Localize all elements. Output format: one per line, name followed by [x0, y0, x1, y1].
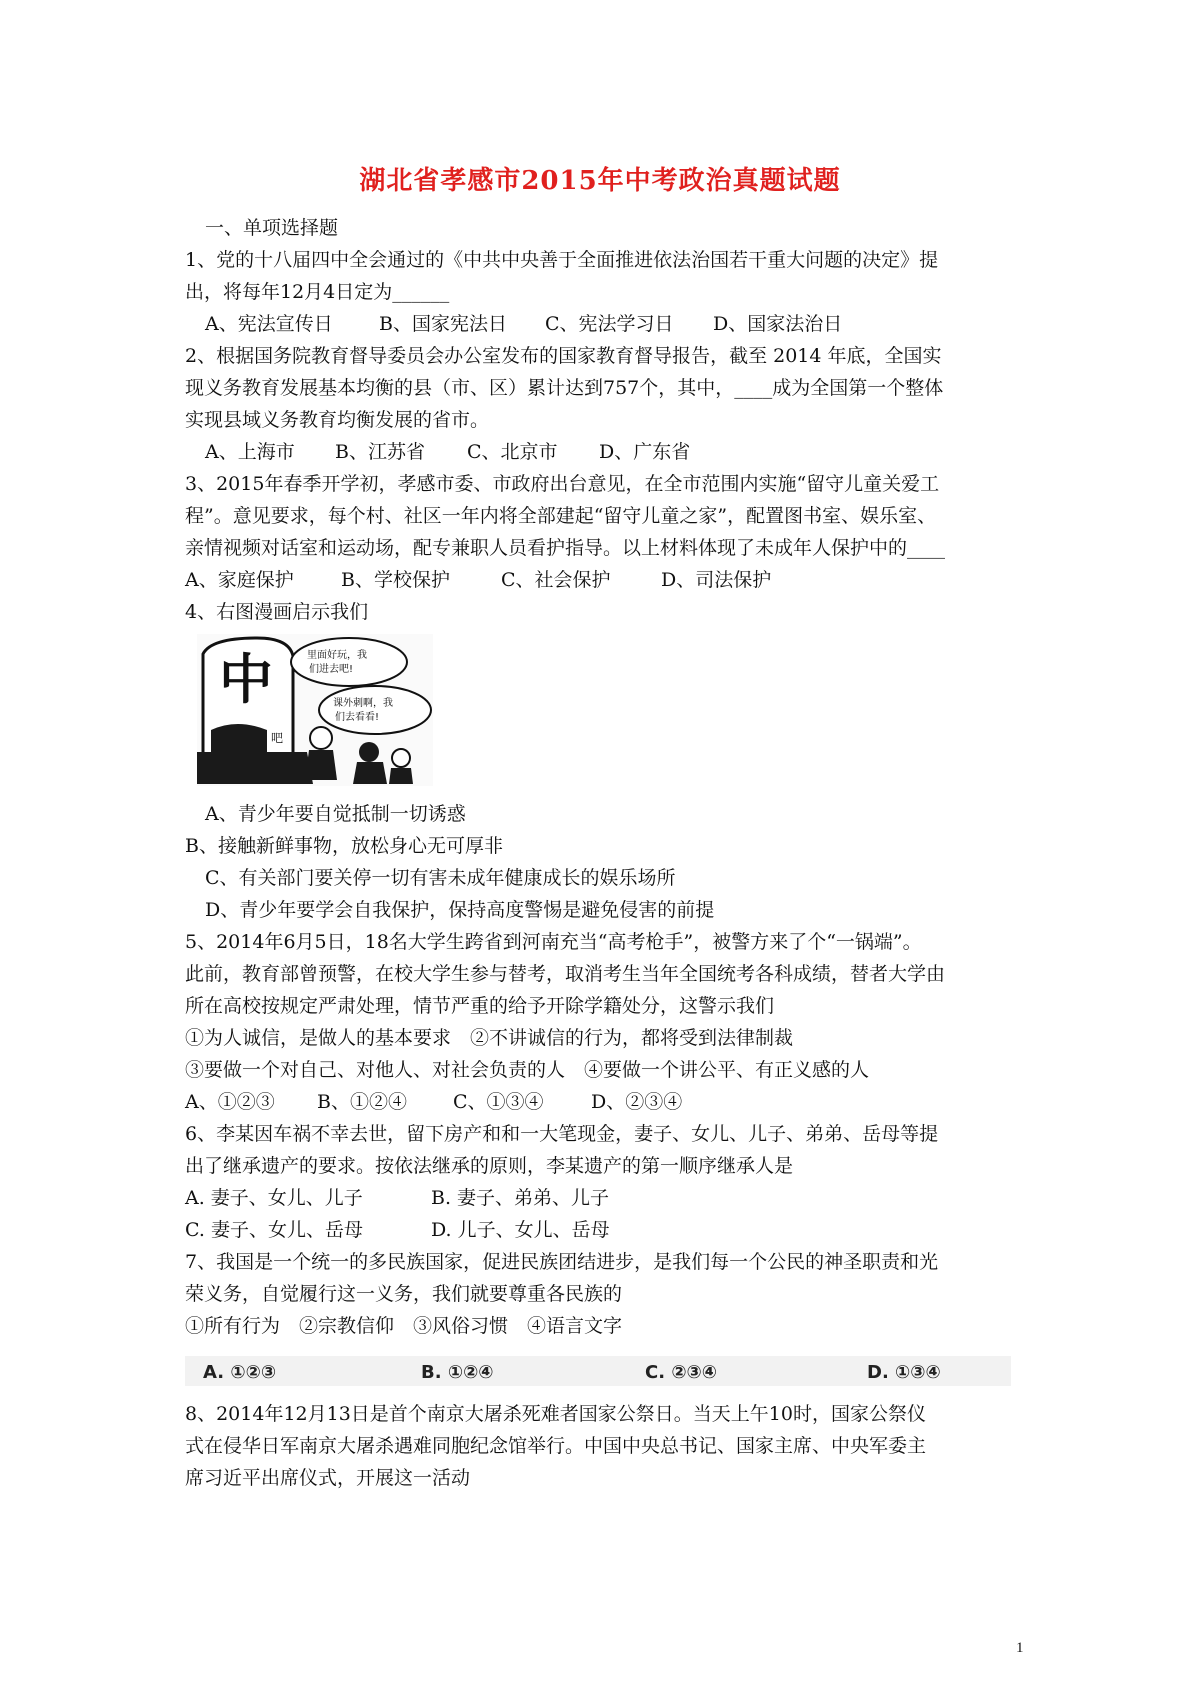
option-b[interactable]: B. ①②④	[421, 1362, 494, 1383]
option-a[interactable]: A、青少年要自觉抵制一切诱惑	[205, 803, 466, 825]
option-c[interactable]: C、有关部门要关停一切有害未成年健康成长的娱乐场所	[205, 867, 676, 889]
option-row	[185, 1086, 1030, 1118]
option-b[interactable]: B、①②④	[317, 1091, 407, 1113]
question-stem: 亲情视频对话室和运动场，配专兼职人员看护指导。以上材料体现了未成年人保护中的____	[185, 537, 946, 559]
question-stem: 此前，教育部曾预警，在校大学生参与替考，取消考生当年全国统考各科成绩，替者大学由	[185, 963, 946, 985]
option-row	[185, 564, 1030, 596]
option-a[interactable]: A、上海市	[205, 441, 295, 463]
question-stem: 1、党的十八届四中全会通过的《中共中央善于全面推进依法治国若干重大问题的决定》提	[185, 249, 939, 271]
option-b[interactable]: B. 妻子、弟弟、儿子	[431, 1187, 610, 1209]
option-c[interactable]: C、社会保护	[501, 569, 611, 591]
question-stem: 7、我国是一个统一的多民族国家，促进民族团结进步，是我们每一个公民的神圣职责和光	[185, 1251, 939, 1273]
question-stem: 实现县域义务教育均衡发展的省市。	[185, 409, 490, 431]
question-5	[185, 926, 1030, 1118]
option-a[interactable]: A. ①②③	[203, 1362, 277, 1383]
option-c[interactable]: C、①③④	[453, 1091, 544, 1113]
comic-sign-text: 中	[219, 647, 273, 711]
question-4	[185, 596, 1030, 926]
comic-bubble-2-line-1: 课外刺啊，我	[333, 698, 393, 709]
question-stem: 6、李某因车祸不幸去世，留下房产和和一大笔现金，妻子、女儿、儿子、弟弟、岳母等提	[185, 1123, 939, 1145]
option-c[interactable]: C. ②③④	[645, 1362, 718, 1383]
question-8	[185, 1398, 1030, 1494]
comic-bubble-1-line-2: 们进去吧!	[309, 664, 354, 675]
comic-bubble-2-line-2: 们去看看!	[335, 712, 380, 723]
option-d[interactable]: D. 儿子、女儿、岳母	[431, 1219, 610, 1241]
option-b[interactable]: B、国家宪法日	[379, 313, 507, 335]
option-a[interactable]: A、①②③	[185, 1091, 275, 1113]
option-c[interactable]: C、北京市	[467, 441, 558, 463]
option-d[interactable]: D、广东省	[599, 441, 691, 463]
option-b[interactable]: B、江苏省	[335, 441, 425, 463]
question-6	[185, 1118, 1030, 1246]
page-title: 湖北省孝感市2015年中考政治真题试题	[359, 166, 841, 196]
question-stem: 8、2014年12月13日是首个南京大屠杀死难者国家公祭日。当天上午10时，国家公祭仪	[185, 1403, 926, 1425]
options-image	[185, 1356, 1011, 1386]
option-row	[185, 1182, 1030, 1214]
question-3	[185, 468, 1030, 596]
option-b[interactable]: B、学校保护	[341, 569, 450, 591]
question-2	[185, 340, 1030, 468]
option-row	[185, 1214, 1030, 1246]
option-d[interactable]: D. ①③④	[867, 1362, 941, 1383]
question-stem: 式在侵华日军南京大屠杀遇难同胞纪念馆举行。中国中央总书记、国家主席、中央军委主	[185, 1435, 927, 1457]
page-number: 1	[1016, 1640, 1024, 1656]
comic-illustration	[197, 634, 433, 786]
question-1	[185, 244, 1030, 340]
statement-line: ①所有行为 ②宗教信仰 ③风俗习惯 ④语言文字	[185, 1315, 623, 1337]
option-a[interactable]: A. 妻子、女儿、儿子	[185, 1187, 363, 1209]
option-d[interactable]: D、司法保护	[661, 569, 772, 591]
option-d[interactable]: D、②③④	[591, 1091, 683, 1113]
question-7	[185, 1246, 1030, 1398]
option-a[interactable]: A、宪法宣传日	[205, 313, 333, 335]
question-stem: 出，将每年12月4日定为______	[185, 281, 450, 303]
question-stem: 4、右图漫画启示我们	[185, 601, 369, 623]
option-row	[185, 308, 1030, 340]
comic-sign-right: 吧	[271, 731, 284, 745]
question-stem: 5、2014年6月5日，18名大学生跨省到河南充当“高考枪手”，被警方来了个“一锅端”。	[185, 931, 922, 953]
comic-bubble-1-line-1: 里面好玩，我	[307, 650, 367, 661]
option-b[interactable]: B、接触新鲜事物，放松身心无可厚非	[185, 835, 503, 857]
question-stem: 2、根据国务院教育督导委员会办公室发布的国家教育督导报告，截至 2014 年底，全国实	[185, 345, 942, 367]
option-d[interactable]: D、国家法治日	[713, 313, 843, 335]
question-list	[185, 212, 1030, 1494]
option-c[interactable]: C、宪法学习日	[545, 313, 674, 335]
question-stem: 所在高校按规定严肃处理，情节严重的给予开除学籍处分，这警示我们	[185, 995, 775, 1017]
question-stem: 3、2015年春季开学初，孝感市委、市政府出台意见，在全市范围内实施“留守儿童关爱工	[185, 473, 940, 495]
question-stem: 程”。意见要求，每个村、社区一年内将全部建起“留守儿童之家”，配置图书室、娱乐室、	[185, 505, 937, 527]
option-row	[185, 436, 1030, 468]
section-heading: 一、单项选择题	[205, 217, 339, 239]
question-stem: 席习近平出席仪式，开展这一活动	[185, 1467, 471, 1489]
option-d[interactable]: D、青少年要学会自我保护，保持高度警惕是避免侵害的前提	[205, 899, 715, 921]
question-stem: 荣义务，自觉履行这一义务，我们就要尊重各民族的	[185, 1283, 623, 1305]
option-a[interactable]: A、家庭保护	[185, 569, 294, 591]
option-c[interactable]: C. 妻子、女儿、岳母	[185, 1219, 363, 1241]
statement-line: ①为人诚信，是做人的基本要求 ②不讲诚信的行为，都将受到法律制裁	[185, 1027, 794, 1049]
question-stem: 现义务教育发展基本均衡的县（市、区）累计达到757个，其中，____成为全国第一个整体	[185, 377, 944, 399]
statement-line: ③要做一个对自己、对他人、对社会负责的人 ④要做一个讲公平、有正义感的人	[185, 1059, 870, 1081]
question-stem: 出了继承遗产的要求。按依法继承的原则，李某遗产的第一顺序继承人是	[185, 1155, 794, 1177]
